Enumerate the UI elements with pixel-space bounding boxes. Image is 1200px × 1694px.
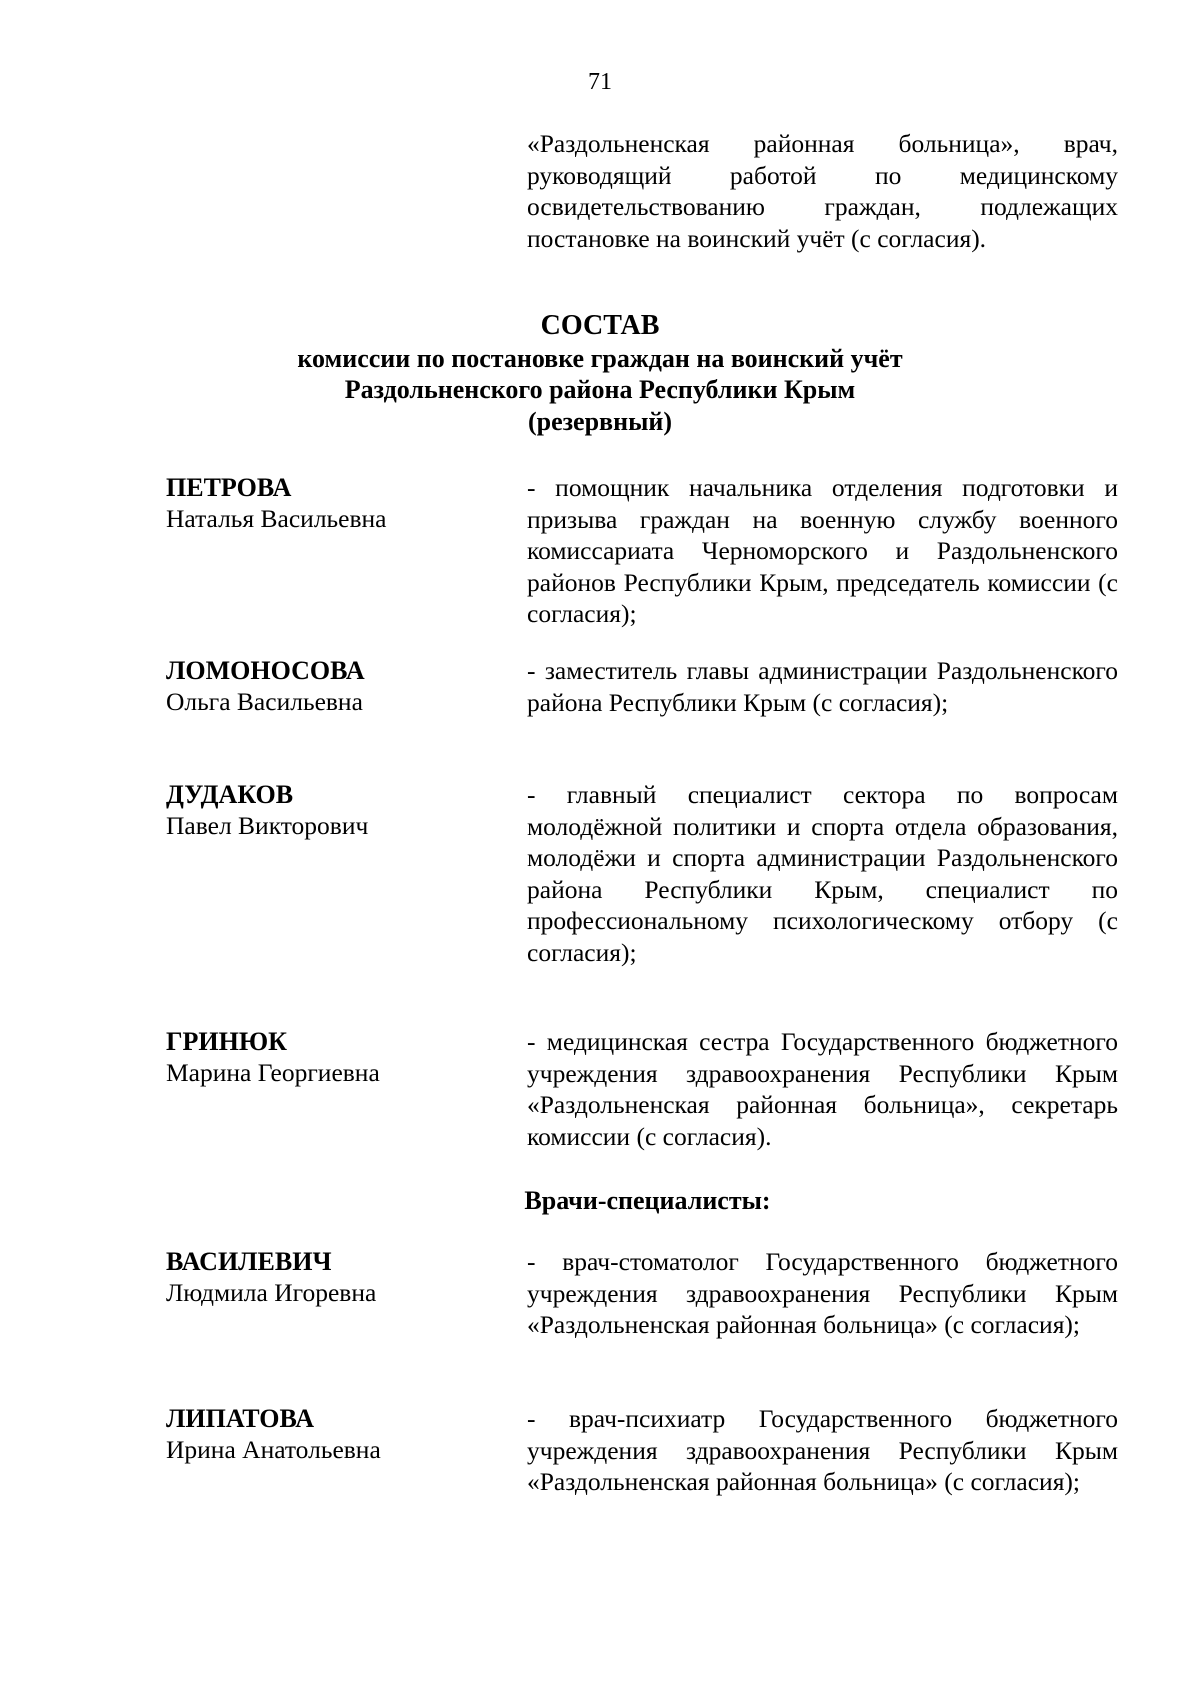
member-given-name: Павел Викторович	[166, 811, 369, 840]
member-given-name: Ольга Васильевна	[166, 687, 363, 716]
member-role: - помощник начальника отделения подготовки и призыва граждан на военную службу военного комиссариата Черноморского и Раздольненского районов Республики Крым, председатель комиссии (с согласия);	[527, 473, 1118, 628]
specialist-given-name: Людмила Игоревна	[166, 1278, 377, 1307]
specialist-given-name: Ирина Анатольевна	[166, 1435, 381, 1464]
page-number: 71	[588, 69, 612, 95]
continuation-text: «Раздольненская районная больница», врач, руководящий работой по медицинскому освидетельствованию граждан, подлежащих постановке на воинский учёт (с согласия).	[527, 129, 1118, 253]
member-surname: ДУДАКОВ	[166, 780, 294, 809]
heading-line-commission: комиссии по постановке граждан на воинский учёт	[297, 344, 903, 373]
member-surname: ЛОМОНОСОВА	[166, 656, 365, 685]
heading-line-reserve: (резервный)	[527, 407, 673, 436]
specialist-role: - врач-стоматолог Государственного бюджетного учреждения здравоохранения Республики Крым «Раздольненская районная больница» (с согласия);	[527, 1247, 1118, 1339]
member-given-name: Марина Георгиевна	[166, 1058, 380, 1087]
member-surname: ПЕТРОВА	[166, 473, 292, 502]
specialist-role: - врач-психиатр Государственного бюджетного учреждения здравоохранения Республики Крым «Раздольненская районная больница» (с согласия);	[527, 1404, 1118, 1496]
specialist-surname: ВАСИЛЕВИЧ	[166, 1247, 332, 1276]
member-surname: ГРИНЮК	[166, 1027, 287, 1056]
section-title-specialists: Врачи-специалисты:	[524, 1186, 771, 1215]
member-role: - главный специалист сектора по вопросам молодёжной политики и спорта отдела образования, молодёжи и спорта администрации Раздольненского района Республики Крым, специалист по профессиональному психологическому отбору (с согласия);	[527, 780, 1118, 967]
heading-line-district: Раздольненского района Республики Крым	[344, 375, 856, 404]
member-role: - заместитель главы администрации Раздольненского района Республики Крым (с согласия);	[527, 656, 1118, 717]
member-given-name: Наталья Васильевна	[166, 504, 387, 533]
heading-title: СОСТАВ	[540, 310, 660, 341]
specialist-surname: ЛИПАТОВА	[166, 1404, 315, 1433]
member-role: - медицинская сестра Государственного бюджетного учреждения здравоохранения Республики Крым «Раздольненская районная больница», секретарь комиссии (с согласия).	[527, 1027, 1118, 1151]
